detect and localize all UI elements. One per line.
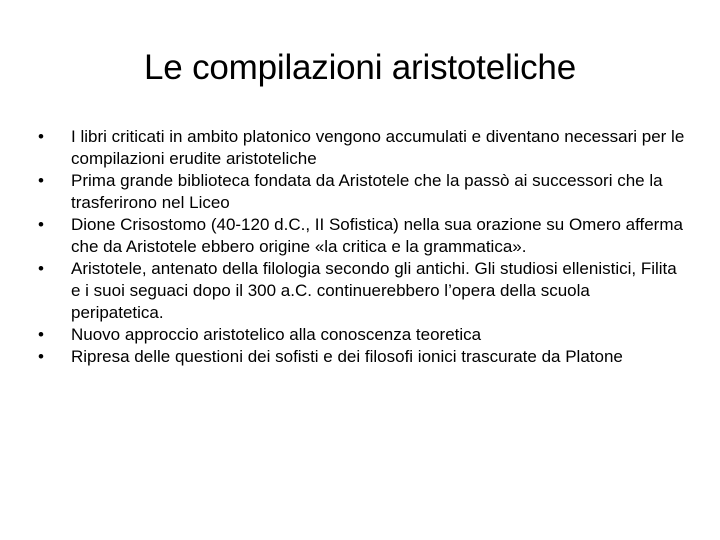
bullet-text: Nuovo approccio aristotelico alla conoscenza teoretica [71,325,482,344]
bullet-icon: • [38,325,44,344]
bullet-text: I libri criticati in ambito platonico vengono accumulati e diventano necessari per le compilazioni erudite aristoteliche [71,127,685,168]
bullet-text: Prima grande biblioteca fondata da Aristotele che la passò ai successori che la trasferirono nel Liceo [71,171,663,212]
bullet-icon: • [38,127,44,146]
bullet-icon: • [38,347,44,366]
bullet-icon: • [38,171,44,190]
slide-title: Le compilazioni aristoteliche [144,48,576,87]
bullet-text: Aristotele, antenato della filologia secondo gli antichi. Gli studiosi ellenistici, Filita e i suoi seguaci dopo il 300 a.C. continuerebbero l’opera della scuola peripatetica. [71,259,677,322]
bullet-item [36,346,686,368]
bullet-item [36,126,686,170]
bullet-item [36,214,686,258]
bullet-item [36,324,686,346]
bullet-text: Ripresa delle questioni dei sofisti e dei filosofi ionici trascurate da Platone [71,347,623,366]
bullet-item [36,170,686,214]
bullet-icon: • [38,259,44,278]
bullet-text: Dione Crisostomo (40-120 d.C., II Sofistica) nella sua orazione su Omero afferma che da Aristotele ebbero origine «la critica e la grammatica». [71,215,683,256]
bullet-item [36,258,686,324]
bullet-icon: • [38,215,44,234]
bullet-list [36,126,686,368]
